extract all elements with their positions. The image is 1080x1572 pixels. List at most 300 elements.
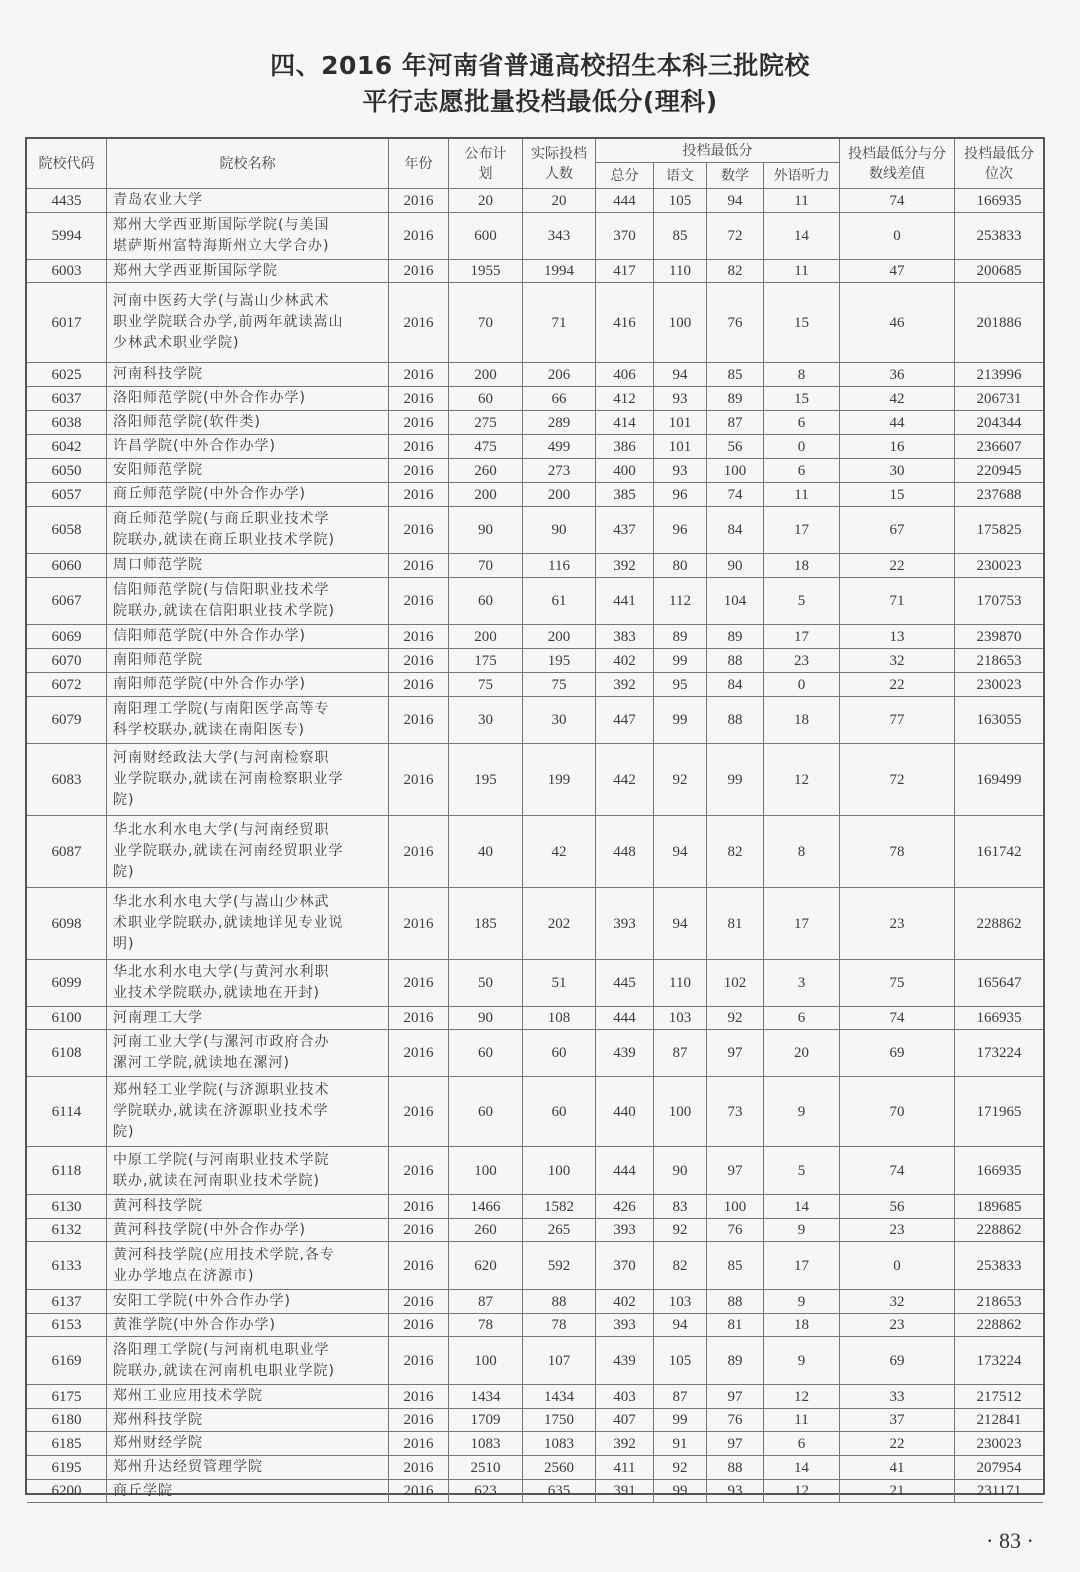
- cell-plan: 275: [449, 411, 523, 435]
- cell-actual: 108: [523, 1007, 596, 1030]
- cell-rank: 175825: [955, 507, 1043, 554]
- cell-listening: 18: [764, 554, 840, 578]
- school-name-line: 南阳师范学院: [113, 652, 203, 668]
- cell-actual: 1434: [523, 1385, 596, 1409]
- cell-chinese: 100: [654, 1077, 707, 1147]
- cell-chinese: 87: [654, 1030, 707, 1077]
- cell-code: 6087: [27, 816, 107, 888]
- cell-rank: 237688: [955, 483, 1043, 507]
- cell-actual: 30: [523, 697, 596, 744]
- school-name-line: 洛阳理工学院(与河南机电职业学: [113, 1341, 330, 1358]
- school-name-line: 黄河科技学院: [113, 1198, 203, 1214]
- cell-math: 73: [707, 1077, 764, 1147]
- school-name: [113, 1481, 173, 1502]
- school-name-cell: [107, 1409, 389, 1432]
- cell-chinese: 92: [654, 744, 707, 816]
- cell-code: 6185: [27, 1432, 107, 1456]
- cell-listening: 11: [764, 483, 840, 507]
- cell-code: 6079: [27, 697, 107, 744]
- cell-rank: 230023: [955, 673, 1043, 697]
- school-name-cell: [107, 673, 389, 697]
- cell-total: 426: [596, 1195, 654, 1219]
- cell-actual: 499: [523, 435, 596, 459]
- cell-year: 2016: [389, 283, 449, 363]
- school-name-line: 职业学院联合办学,前两年就读嵩山: [113, 314, 344, 330]
- cell-chinese: 100: [654, 283, 707, 363]
- school-name-line: 业技术学院联办,就读地在开封): [113, 985, 320, 1001]
- cell-listening: 15: [764, 283, 840, 363]
- cell-rank: 165647: [955, 960, 1043, 1007]
- cell-diff: 77: [840, 697, 955, 744]
- cell-rank: 228862: [955, 1219, 1043, 1242]
- cell-plan: 70: [449, 283, 523, 363]
- school-name-line: 院联办,就读在商丘职业技术学院): [113, 532, 335, 548]
- cell-total: 412: [596, 387, 654, 411]
- cell-actual: 90: [523, 507, 596, 554]
- cell-year: 2016: [389, 578, 449, 625]
- cell-code: 6180: [27, 1409, 107, 1432]
- cell-total: 386: [596, 435, 654, 459]
- cell-year: 2016: [389, 1385, 449, 1409]
- cell-rank: 213996: [955, 363, 1043, 387]
- cell-diff: 56: [840, 1195, 955, 1219]
- cell-plan: 2510: [449, 1456, 523, 1480]
- cell-math: 92: [707, 1007, 764, 1030]
- school-name-line: 业办学地点在济源市): [113, 1267, 255, 1284]
- cell-plan: 200: [449, 483, 523, 507]
- school-name: [113, 748, 343, 811]
- cell-listening: 20: [764, 1030, 840, 1077]
- cell-rank: 169499: [955, 744, 1043, 816]
- cell-code: 6130: [27, 1195, 107, 1219]
- page-number: · 83 ·: [986, 1528, 1034, 1553]
- cell-chinese: 99: [654, 1409, 707, 1432]
- cell-total: 439: [596, 1337, 654, 1385]
- cell-diff: 69: [840, 1030, 955, 1077]
- cell-diff: 75: [840, 960, 955, 1007]
- school-name-cell: [107, 1456, 389, 1480]
- cell-math: 100: [707, 459, 764, 483]
- cell-code: 6137: [27, 1290, 107, 1314]
- cell-actual: 66: [523, 387, 596, 411]
- cell-math: 84: [707, 673, 764, 697]
- cell-total: 406: [596, 363, 654, 387]
- cell-rank: 166935: [955, 1147, 1043, 1195]
- cell-chinese: 105: [654, 189, 707, 213]
- cell-code: 6118: [27, 1147, 107, 1195]
- cell-diff: 21: [840, 1480, 955, 1503]
- cell-code: 6169: [27, 1337, 107, 1385]
- school-name-line: 郑州大学西亚斯国际学院: [113, 262, 278, 279]
- cell-listening: 6: [764, 459, 840, 483]
- cell-rank: 218653: [955, 1290, 1043, 1314]
- cell-year: 2016: [389, 1290, 449, 1314]
- cell-listening: 23: [764, 649, 840, 673]
- cell-diff: 37: [840, 1409, 955, 1432]
- cell-actual: 60: [523, 1030, 596, 1077]
- cell-rank: 163055: [955, 697, 1043, 744]
- cell-actual: 1750: [523, 1409, 596, 1432]
- cell-code: 6038: [27, 411, 107, 435]
- cell-plan: 60: [449, 387, 523, 411]
- school-name-line: 少林武术职业学院): [113, 335, 240, 351]
- cell-listening: 11: [764, 260, 840, 283]
- cell-chinese: 93: [654, 387, 707, 411]
- cell-listening: 0: [764, 673, 840, 697]
- cell-math: 76: [707, 1219, 764, 1242]
- school-name-line: 堪萨斯州富特海斯州立大学合办): [113, 238, 330, 254]
- school-name-line: 中原工学院(与河南职业技术学院: [113, 1151, 330, 1168]
- cell-total: 392: [596, 1432, 654, 1456]
- cell-total: 416: [596, 283, 654, 363]
- cell-total: 440: [596, 1077, 654, 1147]
- cell-diff: 69: [840, 1337, 955, 1385]
- cell-year: 2016: [389, 1480, 449, 1503]
- cell-actual: 42: [523, 816, 596, 888]
- cell-chinese: 103: [654, 1290, 707, 1314]
- school-name-line: 联办,就读在河南职业技术学院): [113, 1172, 320, 1189]
- cell-rank: 166935: [955, 189, 1043, 213]
- cell-actual: 199: [523, 744, 596, 816]
- school-name-cell: [107, 1432, 389, 1456]
- cell-code: 6050: [27, 459, 107, 483]
- school-name-line: 科学校联办,就读在南阳医专): [113, 722, 305, 738]
- cell-diff: 16: [840, 435, 955, 459]
- header-math: 数学: [707, 163, 764, 189]
- school-name-cell: [107, 363, 389, 387]
- school-name-line: 华北水利水电大学(与河南经贸职: [113, 822, 330, 838]
- school-name-line: 郑州轻工业学院(与济源职业技术: [113, 1082, 330, 1098]
- cell-code: 6037: [27, 387, 107, 411]
- cell-year: 2016: [389, 189, 449, 213]
- cell-year: 2016: [389, 1242, 449, 1290]
- cell-year: 2016: [389, 507, 449, 554]
- school-name-cell: [107, 816, 389, 888]
- school-name-cell: [107, 1147, 389, 1195]
- cell-rank: 201886: [955, 283, 1043, 363]
- cell-actual: 200: [523, 625, 596, 649]
- school-name-line: 漯河工学院,就读地在漯河): [113, 1055, 290, 1071]
- cell-listening: 17: [764, 1242, 840, 1290]
- cell-actual: 107: [523, 1337, 596, 1385]
- cell-chinese: 101: [654, 435, 707, 459]
- header-name: 院校名称: [107, 139, 389, 189]
- cell-chinese: 83: [654, 1195, 707, 1219]
- cell-plan: 90: [449, 507, 523, 554]
- cell-year: 2016: [389, 649, 449, 673]
- cell-rank: 230023: [955, 554, 1043, 578]
- cell-total: 414: [596, 411, 654, 435]
- school-name-cell: [107, 1337, 389, 1385]
- cell-actual: 78: [523, 1314, 596, 1337]
- cell-listening: 12: [764, 1385, 840, 1409]
- cell-listening: 11: [764, 1409, 840, 1432]
- cell-total: 411: [596, 1456, 654, 1480]
- school-name-cell: [107, 649, 389, 673]
- cell-math: 85: [707, 363, 764, 387]
- school-name-line: 郑州大学西亚斯国际学院(与美国: [113, 217, 330, 233]
- cell-listening: 9: [764, 1337, 840, 1385]
- school-name-line: 黄河科技学院(中外合作办学): [113, 1221, 306, 1238]
- cell-math: 97: [707, 1030, 764, 1077]
- cell-plan: 195: [449, 744, 523, 816]
- cell-plan: 1955: [449, 260, 523, 283]
- cell-diff: 36: [840, 363, 955, 387]
- cell-year: 2016: [389, 435, 449, 459]
- cell-year: 2016: [389, 363, 449, 387]
- cell-plan: 200: [449, 363, 523, 387]
- school-name-cell: [107, 387, 389, 411]
- cell-actual: 1083: [523, 1432, 596, 1456]
- cell-year: 2016: [389, 1007, 449, 1030]
- cell-diff: 74: [840, 1147, 955, 1195]
- header-year: 年份: [389, 139, 449, 189]
- cell-code: 6083: [27, 744, 107, 816]
- school-name: [113, 1080, 329, 1143]
- cell-plan: 40: [449, 816, 523, 888]
- cell-code: 6070: [27, 649, 107, 673]
- school-name-line: 华北水利水电大学(与嵩山少林武: [113, 894, 330, 910]
- school-name-cell: [107, 1290, 389, 1314]
- cell-rank: 189685: [955, 1195, 1043, 1219]
- cell-code: 5994: [27, 213, 107, 260]
- cell-year: 2016: [389, 554, 449, 578]
- school-name-cell: [107, 1219, 389, 1242]
- cell-actual: 61: [523, 578, 596, 625]
- cell-rank: 207954: [955, 1456, 1043, 1480]
- school-name: [113, 555, 203, 576]
- cell-code: 6175: [27, 1385, 107, 1409]
- cell-listening: 8: [764, 816, 840, 888]
- cell-math: 89: [707, 1337, 764, 1385]
- cell-year: 2016: [389, 1219, 449, 1242]
- school-name-line: 河南理工大学: [113, 1009, 203, 1026]
- school-name: [113, 1386, 263, 1407]
- cell-actual: 1582: [523, 1195, 596, 1219]
- cell-actual: 289: [523, 411, 596, 435]
- school-name: [113, 892, 343, 955]
- school-name: [113, 364, 203, 385]
- cell-year: 2016: [389, 1195, 449, 1219]
- cell-total: 385: [596, 483, 654, 507]
- school-name-line: 华北水利水电大学(与黄河水利职: [113, 964, 330, 980]
- school-name-line: 信阳师范学院(与信阳职业技术学: [113, 582, 330, 598]
- cell-year: 2016: [389, 816, 449, 888]
- school-name-cell: [107, 888, 389, 960]
- cell-listening: 0: [764, 435, 840, 459]
- cell-rank: 239870: [955, 625, 1043, 649]
- cell-chinese: 99: [654, 697, 707, 744]
- school-name-line: 学院联办,就读在济源职业技术学: [113, 1103, 329, 1119]
- cell-total: 393: [596, 1219, 654, 1242]
- cell-diff: 23: [840, 1219, 955, 1242]
- cell-chinese: 94: [654, 888, 707, 960]
- school-name: [113, 820, 343, 883]
- cell-math: 97: [707, 1385, 764, 1409]
- school-name-line: 洛阳师范学院(软件类): [113, 414, 261, 430]
- cell-rank: 206731: [955, 387, 1043, 411]
- cell-chinese: 92: [654, 1456, 707, 1480]
- cell-rank: 171965: [955, 1077, 1043, 1147]
- cell-plan: 100: [449, 1147, 523, 1195]
- cell-rank: 212841: [955, 1409, 1043, 1432]
- school-name-line: 郑州工业应用技术学院: [113, 1388, 263, 1404]
- cell-rank: 228862: [955, 1314, 1043, 1337]
- header-actual: 实际投档人数: [523, 139, 596, 189]
- cell-rank: 170753: [955, 578, 1043, 625]
- cell-rank: 220945: [955, 459, 1043, 483]
- cell-listening: 18: [764, 697, 840, 744]
- cell-plan: 100: [449, 1337, 523, 1385]
- school-name: [113, 1196, 203, 1217]
- cell-math: 90: [707, 554, 764, 578]
- cell-math: 85: [707, 1242, 764, 1290]
- cell-actual: 592: [523, 1242, 596, 1290]
- cell-listening: 5: [764, 1147, 840, 1195]
- cell-chinese: 85: [654, 213, 707, 260]
- cell-listening: 8: [764, 363, 840, 387]
- header-total: 总分: [596, 163, 654, 189]
- cell-math: 76: [707, 1409, 764, 1432]
- cell-chinese: 91: [654, 1432, 707, 1456]
- school-name: [113, 388, 306, 409]
- cell-diff: 71: [840, 578, 955, 625]
- school-name-line: 安阳师范学院: [113, 462, 203, 478]
- school-name-cell: [107, 1480, 389, 1503]
- cell-math: 72: [707, 213, 764, 260]
- cell-rank: 253833: [955, 213, 1043, 260]
- cell-plan: 1466: [449, 1195, 523, 1219]
- cell-plan: 260: [449, 1219, 523, 1242]
- cell-rank: 228862: [955, 888, 1043, 960]
- cell-chinese: 92: [654, 1219, 707, 1242]
- cell-chinese: 96: [654, 483, 707, 507]
- cell-chinese: 101: [654, 411, 707, 435]
- school-name-line: 黄淮学院(中外合作办学): [113, 1316, 276, 1333]
- school-name: [113, 412, 261, 433]
- cell-chinese: 105: [654, 1337, 707, 1385]
- cell-year: 2016: [389, 1314, 449, 1337]
- cell-year: 2016: [389, 1432, 449, 1456]
- cell-plan: 623: [449, 1480, 523, 1503]
- cell-rank: 166935: [955, 1007, 1043, 1030]
- cell-diff: 44: [840, 411, 955, 435]
- cell-chinese: 80: [654, 554, 707, 578]
- cell-chinese: 99: [654, 1480, 707, 1503]
- cell-math: 94: [707, 189, 764, 213]
- school-name-line: 商丘师范学院(与商丘职业技术学: [113, 511, 330, 527]
- school-name-line: 院): [113, 1124, 135, 1140]
- cell-code: 6003: [27, 260, 107, 283]
- school-name-cell: [107, 1195, 389, 1219]
- cell-math: 100: [707, 1195, 764, 1219]
- header-chinese: 语文: [654, 163, 707, 189]
- cell-year: 2016: [389, 625, 449, 649]
- school-name-line: 郑州财经学院: [113, 1435, 203, 1451]
- cell-code: 6098: [27, 888, 107, 960]
- cell-code: 6058: [27, 507, 107, 554]
- cell-rank: 173224: [955, 1337, 1043, 1385]
- cell-rank: 204344: [955, 411, 1043, 435]
- cell-rank: 218653: [955, 649, 1043, 673]
- school-name-cell: [107, 1385, 389, 1409]
- cell-year: 2016: [389, 411, 449, 435]
- cell-listening: 9: [764, 1219, 840, 1242]
- school-name: [113, 1291, 291, 1312]
- cell-chinese: 93: [654, 459, 707, 483]
- school-name-line: 青岛农业大学: [113, 192, 203, 208]
- school-name-line: 院): [113, 864, 135, 880]
- cell-actual: 116: [523, 554, 596, 578]
- cell-diff: 33: [840, 1385, 955, 1409]
- cell-math: 102: [707, 960, 764, 1007]
- cell-diff: 32: [840, 1290, 955, 1314]
- cell-year: 2016: [389, 1337, 449, 1385]
- school-name: [113, 1008, 203, 1029]
- cell-rank: 230023: [955, 1432, 1043, 1456]
- cell-diff: 42: [840, 387, 955, 411]
- cell-total: 444: [596, 1147, 654, 1195]
- cell-year: 2016: [389, 697, 449, 744]
- school-name-cell: [107, 1077, 389, 1147]
- cell-diff: 67: [840, 507, 955, 554]
- cell-total: 370: [596, 213, 654, 260]
- cell-actual: 2560: [523, 1456, 596, 1480]
- cell-total: 392: [596, 673, 654, 697]
- cell-math: 82: [707, 816, 764, 888]
- cell-listening: 9: [764, 1077, 840, 1147]
- header-listening: 外语听力: [764, 163, 840, 189]
- cell-total: 447: [596, 697, 654, 744]
- cell-total: 402: [596, 649, 654, 673]
- cell-total: 370: [596, 1242, 654, 1290]
- cell-total: 403: [596, 1385, 654, 1409]
- school-name-line: 业学院联办,就读在河南经贸职业学: [113, 843, 344, 859]
- school-name: [113, 699, 329, 741]
- cell-chinese: 110: [654, 960, 707, 1007]
- school-name: [113, 460, 203, 481]
- cell-total: 383: [596, 625, 654, 649]
- cell-code: 6108: [27, 1030, 107, 1077]
- cell-plan: 90: [449, 1007, 523, 1030]
- cell-code: 6017: [27, 283, 107, 363]
- cell-chinese: 110: [654, 260, 707, 283]
- cell-diff: 0: [840, 1242, 955, 1290]
- cell-code: 6069: [27, 625, 107, 649]
- school-name: [113, 291, 343, 354]
- cell-math: 82: [707, 260, 764, 283]
- cell-total: 402: [596, 1290, 654, 1314]
- school-name-line: 信阳师范学院(中外合作办学): [113, 628, 306, 644]
- cell-diff: 13: [840, 625, 955, 649]
- school-name-cell: [107, 1314, 389, 1337]
- cell-math: 89: [707, 387, 764, 411]
- cell-year: 2016: [389, 1030, 449, 1077]
- cell-listening: 11: [764, 189, 840, 213]
- cell-plan: 60: [449, 1030, 523, 1077]
- cell-total: 445: [596, 960, 654, 1007]
- cell-plan: 75: [449, 673, 523, 697]
- cell-year: 2016: [389, 387, 449, 411]
- cell-rank: 236607: [955, 435, 1043, 459]
- cell-diff: 15: [840, 483, 955, 507]
- school-name-line: 郑州升达经贸管理学院: [113, 1459, 263, 1475]
- cell-code: 6025: [27, 363, 107, 387]
- school-name: [113, 215, 329, 257]
- header-code: 院校代码: [27, 139, 107, 189]
- cell-listening: 6: [764, 1432, 840, 1456]
- cell-listening: 14: [764, 213, 840, 260]
